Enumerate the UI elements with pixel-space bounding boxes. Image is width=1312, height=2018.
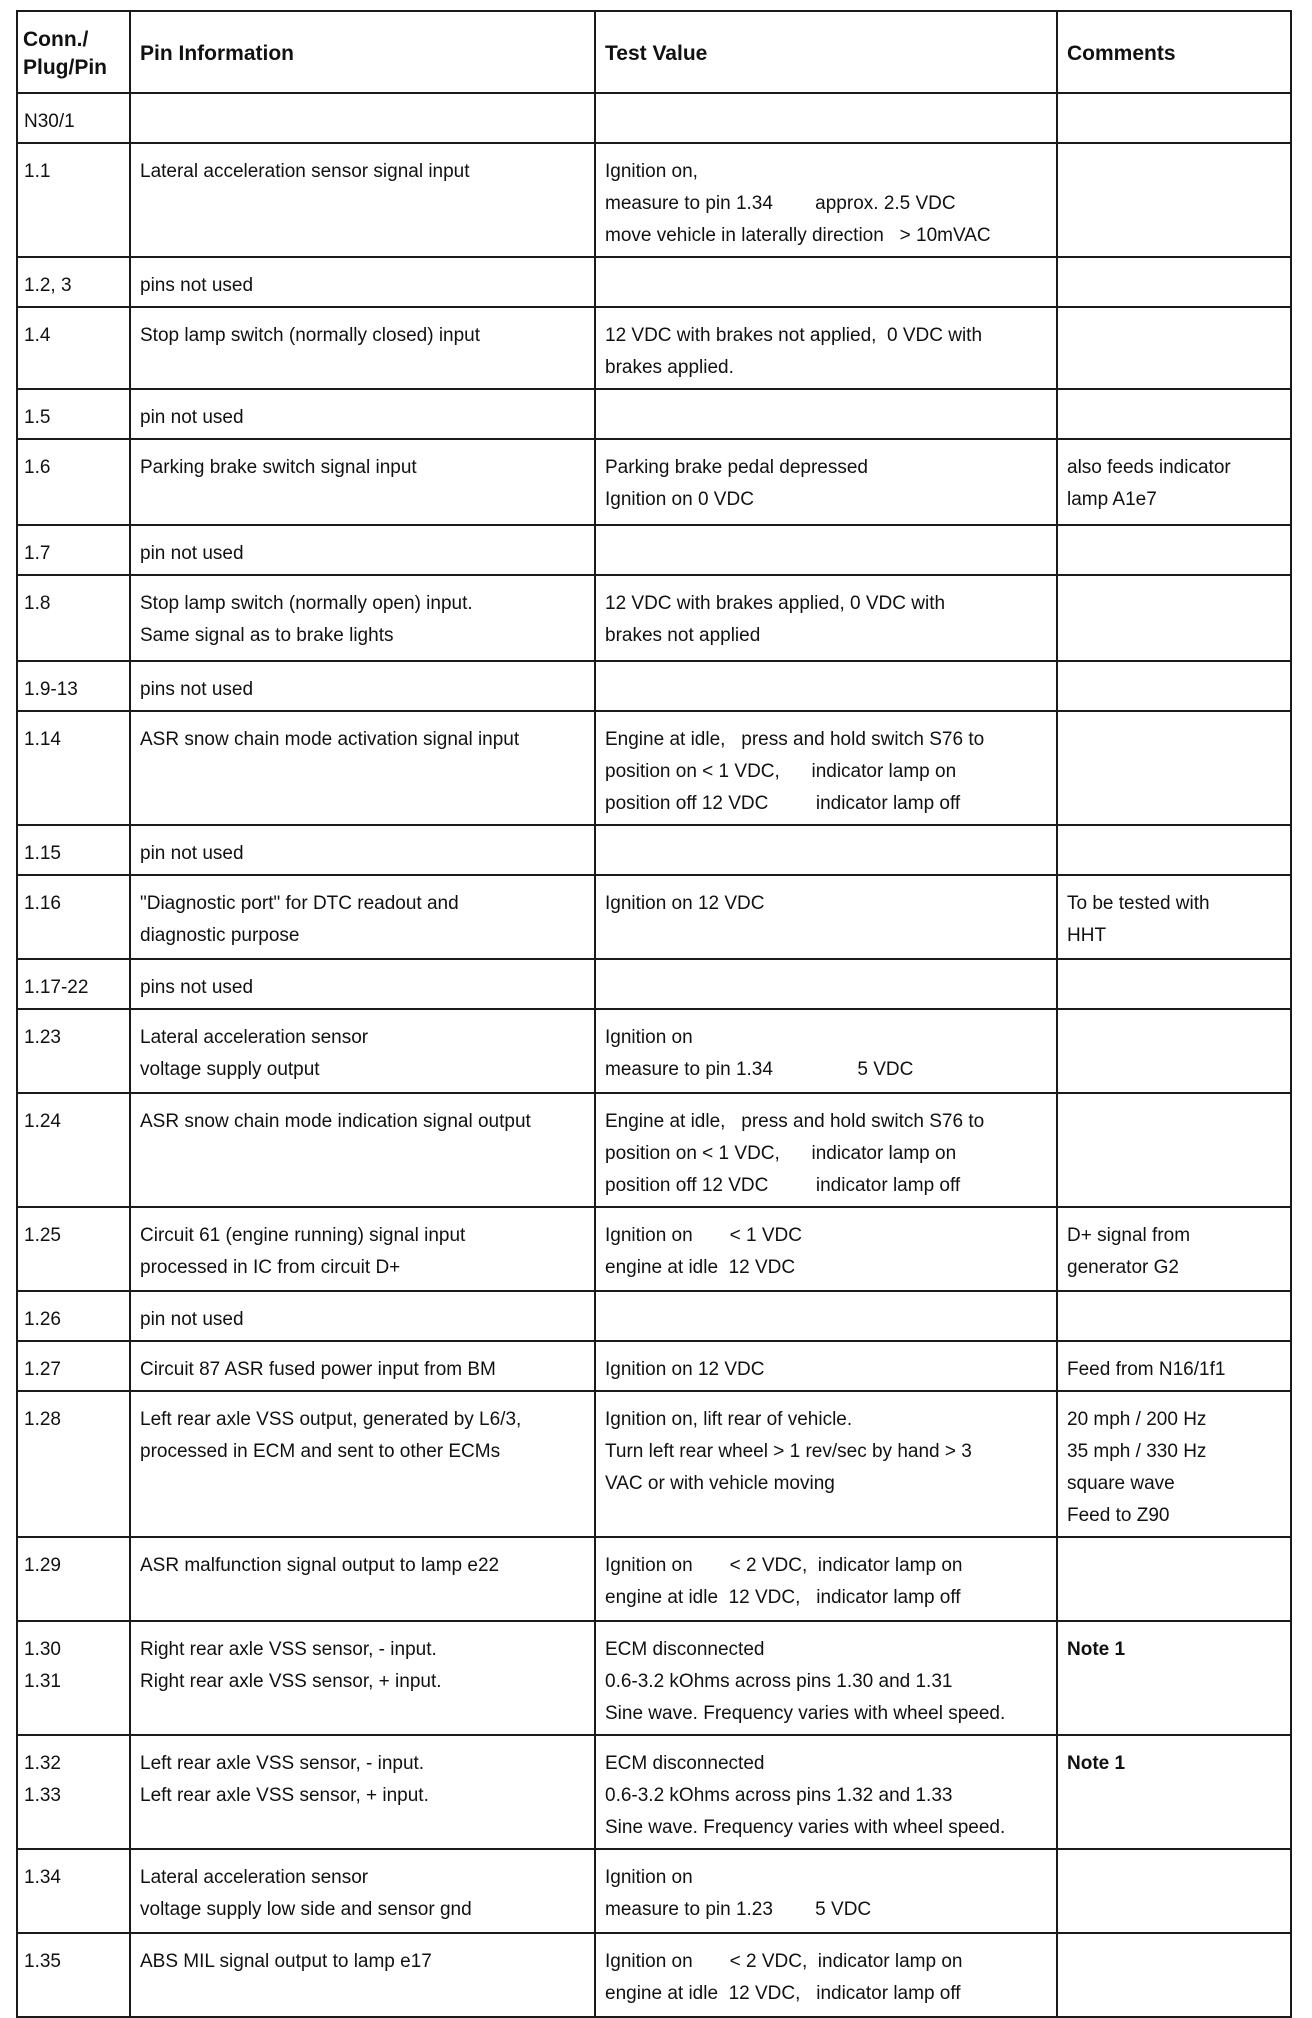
pin-cell <box>17 1391 130 1537</box>
test-value-cell <box>595 1391 1057 1537</box>
comment-cell <box>1057 525 1291 575</box>
pin-info-cell-line: Lateral acceleration sensor <box>140 1867 369 1888</box>
pin-info-cell-line: Parking brake switch signal input <box>140 457 417 478</box>
pin-cell <box>17 1735 130 1849</box>
pin-cell <box>17 959 130 1009</box>
pin-cell <box>17 1849 130 1933</box>
pin-info-cell <box>130 307 595 389</box>
pin-cell-line: 1.27 <box>24 1359 61 1380</box>
pin-cell <box>17 93 130 143</box>
table-row <box>17 875 1291 959</box>
test-value-cell <box>595 1621 1057 1735</box>
table-row <box>17 525 1291 575</box>
pin-cell-line: 1.24 <box>24 1111 61 1132</box>
test-value-cell-line: Ignition on 12 VDC <box>605 1359 765 1380</box>
comment-cell-line: also feeds indicator <box>1067 457 1231 478</box>
table-row <box>17 1933 1291 2017</box>
table-row <box>17 1291 1291 1341</box>
pin-info-cell <box>130 1537 595 1621</box>
test-value-cell-line: Ignition on < 2 VDC, indicator lamp on <box>605 1951 963 1972</box>
table-row <box>17 1093 1291 1207</box>
comment-cell <box>1057 1009 1291 1093</box>
comment-cell <box>1057 1093 1291 1207</box>
comment-cell <box>1057 661 1291 711</box>
pin-cell-line: 1.28 <box>24 1409 61 1430</box>
comment-cell <box>1057 1537 1291 1621</box>
test-value-cell-line: Engine at idle, press and hold switch S76 to <box>605 1111 985 1132</box>
test-value-cell <box>595 307 1057 389</box>
pin-cell-line: 1.23 <box>24 1027 61 1048</box>
pin-cell-line: 1.33 <box>24 1785 61 1806</box>
pin-cell-line: 1.26 <box>24 1309 61 1330</box>
comment-cell-line: D+ signal from <box>1067 1225 1191 1246</box>
test-value-cell <box>595 1093 1057 1207</box>
pin-info-cell-line: Right rear axle VSS sensor, - input. <box>140 1639 437 1660</box>
pin-info-cell-line: Left rear axle VSS output, generated by L6/3, <box>140 1409 522 1430</box>
pin-info-cell-line: Stop lamp switch (normally closed) input <box>140 325 481 346</box>
test-value-cell-line: VAC or with vehicle moving <box>605 1473 835 1494</box>
test-value-cell-line: measure to pin 1.34 5 VDC <box>605 1059 914 1080</box>
comment-cell-line: lamp A1e7 <box>1067 489 1157 510</box>
comment-cell <box>1057 1341 1291 1391</box>
test-value-cell-line: Sine wave. Frequency varies with wheel speed. <box>605 1817 1006 1838</box>
comment-cell-line: 20 mph / 200 Hz <box>1067 1409 1207 1430</box>
pin-cell-line: 1.7 <box>24 543 51 564</box>
test-value-header: Test Value <box>595 11 1057 93</box>
test-value-cell-line: ECM disconnected <box>605 1639 765 1660</box>
pin-info-cell-line: Circuit 87 ASR fused power input from BM <box>140 1359 496 1380</box>
pin-cell-line: 1.5 <box>24 407 51 428</box>
test-value-cell-line: brakes applied. <box>605 357 734 378</box>
table-row <box>17 257 1291 307</box>
comment-cell <box>1057 1849 1291 1933</box>
comment-cell <box>1057 1207 1291 1291</box>
pin-cell-line: 1.4 <box>24 325 51 346</box>
pin-info-cell <box>130 1093 595 1207</box>
pin-cell <box>17 525 130 575</box>
test-value-cell <box>595 93 1057 143</box>
test-value-cell-line: engine at idle 12 VDC <box>605 1257 796 1278</box>
pin-info-cell-line: Lateral acceleration sensor signal input <box>140 161 470 182</box>
test-value-cell-line: Ignition on < 1 VDC <box>605 1225 802 1246</box>
test-value-cell <box>595 143 1057 257</box>
pin-info-cell-line: ASR malfunction signal output to lamp e22 <box>140 1555 500 1576</box>
test-value-cell-line: Sine wave. Frequency varies with wheel speed. <box>605 1703 1006 1724</box>
test-value-cell <box>595 1849 1057 1933</box>
pin-info-cell-line: Same signal as to brake lights <box>140 625 394 646</box>
conn-plug-pin-header <box>17 11 130 93</box>
test-value-cell-line: Ignition on, <box>605 161 698 182</box>
table-row <box>17 575 1291 661</box>
table-row <box>17 143 1291 257</box>
test-value-cell-line: measure to pin 1.34 approx. 2.5 VDC <box>605 193 956 214</box>
test-value-cell <box>595 439 1057 525</box>
comment-cell <box>1057 711 1291 825</box>
pin-cell <box>17 257 130 307</box>
comment-cell <box>1057 959 1291 1009</box>
test-value-cell <box>595 525 1057 575</box>
pin-cell <box>17 1621 130 1735</box>
conn-header-line-2: Plug/Pin <box>23 56 107 79</box>
pin-info-cell <box>130 1391 595 1537</box>
test-value-cell-line: 12 VDC with brakes not applied, 0 VDC with <box>605 325 983 346</box>
pin-info-cell <box>130 661 595 711</box>
test-value-cell-line: Ignition on, lift rear of vehicle. <box>605 1409 853 1430</box>
test-value-cell-line: Turn left rear wheel > 1 rev/sec by hand > 3 <box>605 1441 972 1462</box>
table-row <box>17 959 1291 1009</box>
test-value-cell <box>595 1933 1057 2017</box>
test-value-cell <box>595 575 1057 661</box>
test-value-cell <box>595 257 1057 307</box>
pin-cell-line: 1.34 <box>24 1867 61 1888</box>
table-row <box>17 439 1291 525</box>
pin-cell <box>17 875 130 959</box>
table-row <box>17 1009 1291 1093</box>
comment-cell <box>1057 575 1291 661</box>
test-value-cell-line: 0.6-3.2 kOhms across pins 1.32 and 1.33 <box>605 1785 953 1806</box>
pin-cell-line: 1.16 <box>24 893 61 914</box>
comment-cell-line: HHT <box>1067 925 1107 946</box>
pin-info-cell-line: Left rear axle VSS sensor, - input. <box>140 1753 425 1774</box>
pin-cell-line: 1.6 <box>24 457 51 478</box>
header-row <box>17 11 1291 93</box>
pin-info-cell <box>130 1621 595 1735</box>
pin-cell <box>17 1009 130 1093</box>
pin-cell-line: 1.25 <box>24 1225 61 1246</box>
table-body <box>17 93 1291 2017</box>
pin-cell-line: 1.32 <box>24 1753 61 1774</box>
pin-cell-line: 1.2, 3 <box>24 275 72 296</box>
pin-info-cell-line: ABS MIL signal output to lamp e17 <box>140 1951 432 1972</box>
pin-info-cell-line: Lateral acceleration sensor <box>140 1027 369 1048</box>
pin-cell <box>17 1933 130 2017</box>
test-value-cell-line: Engine at idle, press and hold switch S76 to <box>605 729 985 750</box>
comment-cell-line: Note 1 <box>1067 1753 1126 1774</box>
pin-info-cell-line: pin not used <box>140 843 244 864</box>
pin-info-cell <box>130 525 595 575</box>
pin-cell <box>17 711 130 825</box>
test-value-cell-line: ECM disconnected <box>605 1753 765 1774</box>
pin-cell <box>17 307 130 389</box>
table-row <box>17 661 1291 711</box>
test-value-cell-line: Ignition on <box>605 1027 693 1048</box>
pin-cell <box>17 1291 130 1341</box>
pin-info-cell <box>130 825 595 875</box>
pin-cell <box>17 825 130 875</box>
comment-cell-line: 35 mph / 330 Hz <box>1067 1441 1207 1462</box>
comment-cell-line: Feed to Z90 <box>1067 1505 1170 1526</box>
table-row <box>17 825 1291 875</box>
pin-info-cell-line: diagnostic purpose <box>140 925 300 946</box>
pin-info-cell <box>130 1849 595 1933</box>
pin-info-cell <box>130 1933 595 2017</box>
test-value-cell <box>595 1009 1057 1093</box>
pin-info-cell-line: pins not used <box>140 275 254 296</box>
conn-header-line-1: Conn./ <box>23 28 89 51</box>
pin-cell-line: 1.17-22 <box>24 977 89 998</box>
comment-cell <box>1057 1291 1291 1341</box>
comment-cell <box>1057 439 1291 525</box>
pin-cell-line: 1.30 <box>24 1639 61 1660</box>
pin-info-cell <box>130 143 595 257</box>
table-row <box>17 93 1291 143</box>
pin-info-cell-line: pin not used <box>140 543 244 564</box>
pin-info-cell-line: voltage supply output <box>140 1059 320 1080</box>
test-value-cell-line: move vehicle in laterally direction > 10mVAC <box>605 225 991 246</box>
pin-cell <box>17 661 130 711</box>
pin-info-cell-line: Circuit 61 (engine running) signal input <box>140 1225 466 1246</box>
comment-cell-line: Feed from N16/1f1 <box>1067 1359 1226 1380</box>
test-value-cell-line: engine at idle 12 VDC, indicator lamp off <box>605 1983 961 2004</box>
pin-cell <box>17 1537 130 1621</box>
test-value-cell-line: position off 12 VDC indicator lamp off <box>605 793 961 814</box>
pin-info-cell <box>130 1207 595 1291</box>
table-row <box>17 1537 1291 1621</box>
pin-info-cell <box>130 1009 595 1093</box>
comment-cell-line: To be tested with <box>1067 893 1210 914</box>
comment-cell-line: generator G2 <box>1067 1257 1179 1278</box>
pin-information-header: Pin Information <box>130 11 595 93</box>
test-value-cell <box>595 389 1057 439</box>
pin-info-cell-line: processed in IC from circuit D+ <box>140 1257 401 1278</box>
comment-cell <box>1057 875 1291 959</box>
test-value-cell-line: Ignition on < 2 VDC, indicator lamp on <box>605 1555 963 1576</box>
pin-cell-line: 1.31 <box>24 1671 61 1692</box>
test-value-cell-line: engine at idle 12 VDC, indicator lamp off <box>605 1587 961 1608</box>
table-row <box>17 1391 1291 1537</box>
test-value-cell-line: Ignition on <box>605 1867 693 1888</box>
pin-info-cell <box>130 711 595 825</box>
test-value-cell-line: 12 VDC with brakes applied, 0 VDC with <box>605 593 946 614</box>
comment-cell <box>1057 257 1291 307</box>
pin-info-cell-line: Right rear axle VSS sensor, + input. <box>140 1671 442 1692</box>
pin-info-cell-line: Stop lamp switch (normally open) input. <box>140 593 473 614</box>
table-row <box>17 711 1291 825</box>
pin-info-cell-line: pin not used <box>140 1309 244 1330</box>
comment-cell <box>1057 1621 1291 1735</box>
test-value-cell-line: brakes not applied <box>605 625 761 646</box>
pin-cell-line: 1.35 <box>24 1951 61 1972</box>
test-value-cell-line: Ignition on 12 VDC <box>605 893 765 914</box>
table-row <box>17 1735 1291 1849</box>
pin-cell-line: 1.9-13 <box>24 679 78 700</box>
pin-cell <box>17 389 130 439</box>
pin-cell-line: 1.14 <box>24 729 61 750</box>
table-row <box>17 1341 1291 1391</box>
test-value-cell <box>595 875 1057 959</box>
pin-table-page <box>16 10 1290 2004</box>
comment-cell <box>1057 1735 1291 1849</box>
pin-cell <box>17 439 130 525</box>
test-value-cell <box>595 711 1057 825</box>
test-value-cell-line: Parking brake pedal depressed <box>605 457 869 478</box>
table-row <box>17 307 1291 389</box>
comment-cell <box>1057 1933 1291 2017</box>
pin-cell-line: N30/1 <box>24 111 75 132</box>
test-value-cell-line: position off 12 VDC indicator lamp off <box>605 1175 961 1196</box>
pin-cell-line: 1.29 <box>24 1555 61 1576</box>
pin-cell-line: 1.8 <box>24 593 51 614</box>
comment-cell <box>1057 825 1291 875</box>
pin-info-cell-line: pin not used <box>140 407 244 428</box>
pin-cell-line: 1.15 <box>24 843 61 864</box>
test-value-cell <box>595 661 1057 711</box>
pin-info-cell <box>130 1341 595 1391</box>
test-value-cell <box>595 1341 1057 1391</box>
pin-info-cell <box>130 93 595 143</box>
test-value-cell <box>595 1207 1057 1291</box>
pin-info-cell <box>130 875 595 959</box>
test-value-cell <box>595 825 1057 875</box>
pin-cell <box>17 1207 130 1291</box>
pin-information-table <box>16 10 1292 2018</box>
pin-info-cell <box>130 257 595 307</box>
comment-cell <box>1057 143 1291 257</box>
pin-cell <box>17 575 130 661</box>
comment-cell <box>1057 307 1291 389</box>
pin-info-cell-line: pins not used <box>140 679 254 700</box>
pin-info-cell <box>130 389 595 439</box>
pin-info-cell-line: Left rear axle VSS sensor, + input. <box>140 1785 429 1806</box>
pin-info-cell <box>130 575 595 661</box>
table-row <box>17 1207 1291 1291</box>
pin-info-cell <box>130 439 595 525</box>
test-value-cell <box>595 1735 1057 1849</box>
comments-header: Comments <box>1057 11 1291 93</box>
pin-info-cell-line: ASR snow chain mode indication signal output <box>140 1111 531 1132</box>
pin-info-cell <box>130 1291 595 1341</box>
pin-info-cell-line: processed in ECM and sent to other ECMs <box>140 1441 501 1462</box>
test-value-cell <box>595 959 1057 1009</box>
test-value-cell <box>595 1291 1057 1341</box>
pin-cell <box>17 143 130 257</box>
test-value-cell-line: 0.6-3.2 kOhms across pins 1.30 and 1.31 <box>605 1671 953 1692</box>
pin-info-cell-line: pins not used <box>140 977 254 998</box>
comment-cell <box>1057 93 1291 143</box>
comment-cell <box>1057 389 1291 439</box>
test-value-cell-line: Ignition on 0 VDC <box>605 489 754 510</box>
pin-info-cell <box>130 1735 595 1849</box>
comment-cell <box>1057 1391 1291 1537</box>
table-row <box>17 389 1291 439</box>
table-row <box>17 1849 1291 1933</box>
comment-cell-line: square wave <box>1067 1473 1175 1494</box>
pin-cell <box>17 1341 130 1391</box>
table-row <box>17 1621 1291 1735</box>
pin-info-cell-line: ASR snow chain mode activation signal input <box>140 729 520 750</box>
test-value-cell <box>595 1537 1057 1621</box>
pin-info-cell-line: voltage supply low side and sensor gnd <box>140 1899 472 1920</box>
test-value-cell-line: measure to pin 1.23 5 VDC <box>605 1899 872 1920</box>
pin-cell-line: 1.1 <box>24 161 51 182</box>
pin-info-cell <box>130 959 595 1009</box>
test-value-cell-line: position on < 1 VDC, indicator lamp on <box>605 1143 957 1164</box>
comment-cell-line: Note 1 <box>1067 1639 1126 1660</box>
pin-cell <box>17 1093 130 1207</box>
pin-info-cell-line: "Diagnostic port" for DTC readout and <box>140 893 459 914</box>
test-value-cell-line: position on < 1 VDC, indicator lamp on <box>605 761 957 782</box>
